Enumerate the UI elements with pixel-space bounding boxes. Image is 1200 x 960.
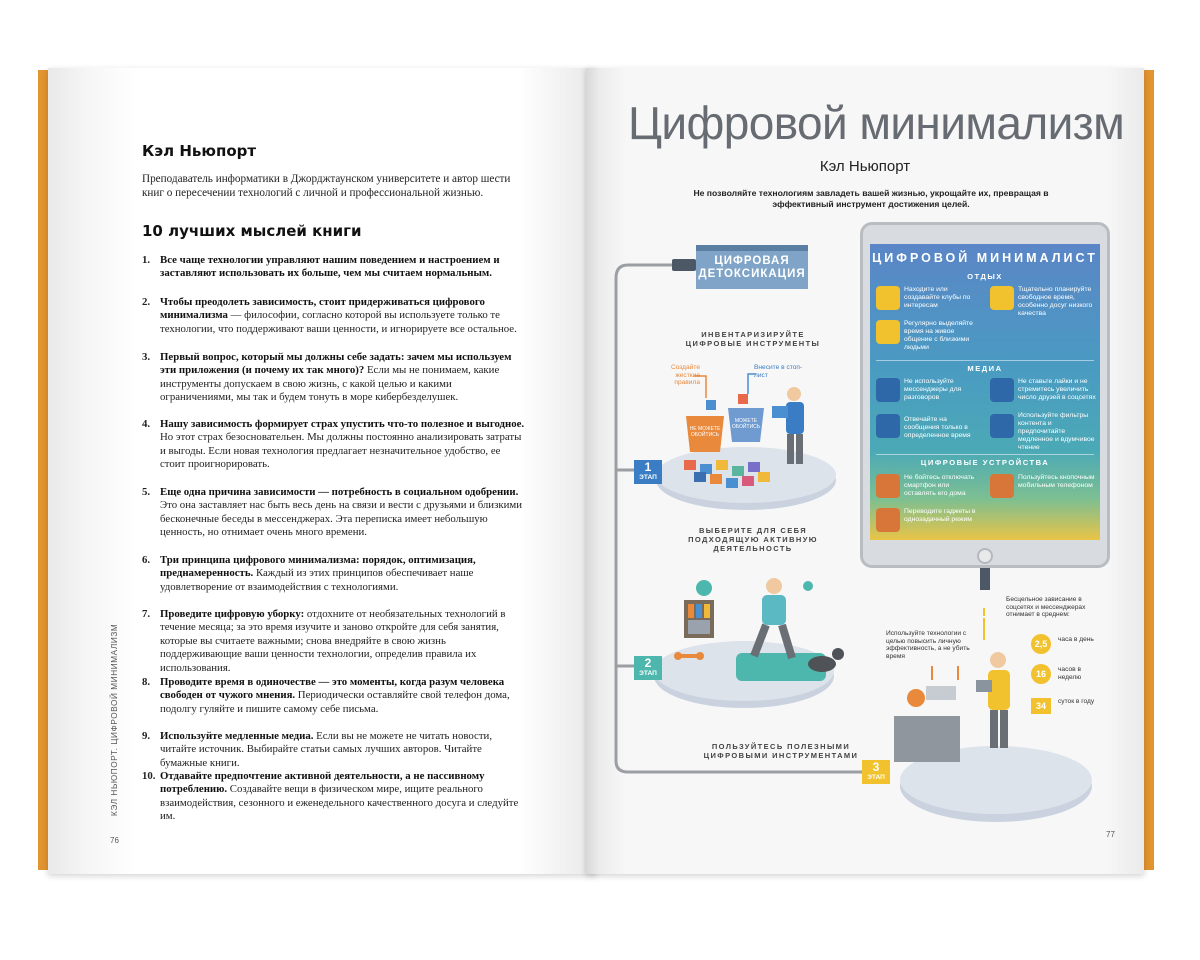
stat-label-year: суток в году xyxy=(1058,698,1095,705)
stage-badge-2 xyxy=(634,656,662,680)
bookshelf-icon xyxy=(684,600,714,638)
stage1-platform-top xyxy=(656,447,836,503)
left-page xyxy=(48,68,596,874)
rest-tip: Тщательно планируйте свободное время, особенно досуг низкого качества xyxy=(1018,286,1093,317)
stage1-caption: ИНВЕНТАРИЗИРУЙТЕ ЦИФРОВЫЕ ИНСТРУМЕНТЫ xyxy=(685,330,821,348)
desk-icon xyxy=(894,716,960,762)
section-divider xyxy=(876,454,1094,455)
alarm-clock-icon xyxy=(907,689,925,707)
stage-word: ЭТАП xyxy=(867,774,885,781)
rest-tip: Находите или создавайте клубы по интересам xyxy=(904,286,971,309)
stat-label-week: часов в неделю xyxy=(1058,666,1082,681)
item-number: 5. xyxy=(142,486,151,498)
push-button-phone-icon xyxy=(990,474,1014,498)
item-bold: Нашу зависимость формирует страх упустить что-то полезное и выгодное. xyxy=(160,418,525,430)
lamp-icon xyxy=(696,580,712,596)
item-text: Если вы не можете не читать новости, читайте источник. Выбирайте статьи самых лучших авторов. Читайте бумажные книги. xyxy=(160,730,493,769)
printer-icon xyxy=(926,686,956,700)
clubs-icon xyxy=(876,286,900,310)
stage3-note: Используйте технологии с целью повысить личную эффективность, а не убить время xyxy=(886,630,970,660)
device-tip: Пользуйтесь кнопочным мобильным телефоном xyxy=(1018,474,1095,489)
smartphone-icon xyxy=(876,474,900,498)
item-bold: Используйте медленные медиа. xyxy=(160,730,314,742)
clock-icon xyxy=(990,286,1014,310)
item-number: 9. xyxy=(142,730,151,742)
people-icon xyxy=(876,320,900,344)
item-text: Периодически оставляйте свой телефон дома, подолгу гуляйте и пишите самому себе письма. xyxy=(160,689,510,715)
item-bold: Чтобы преодолеть зависимость, стоит придерживаться цифрового минимализма xyxy=(160,296,485,322)
item-number: 7. xyxy=(142,608,151,620)
stage-number: 1 xyxy=(644,460,652,474)
stage1-stoplist-label: Внесите в стоп-лист xyxy=(754,364,803,379)
stat-value-week: 16 xyxy=(1031,664,1051,684)
item-number: 8. xyxy=(142,676,151,688)
person-figure-3 xyxy=(976,652,1010,748)
basket-label-2: МОЖЕТЕ ОБОЙТИСЬ xyxy=(731,418,761,430)
running-head: КЭЛ НЬЮПОРТ. ЦИФРОВОЙ МИНИМАЛИЗМ xyxy=(110,623,119,816)
detox-label: ЦИФРОВАЯ ДЕТОКСИКАЦИЯ xyxy=(698,255,806,280)
item-bold: Первый вопрос, который мы должны себе задать: зачем мы используем эти приложения (и почему их так много)? xyxy=(160,351,512,377)
item-bold: Все чаще технологии управляют нашим поведением и настроением и заставляют использовать их больше, чем мы считаем нормальным. xyxy=(160,254,500,280)
device-tip: Переводите гаджеты в однозадачный режим xyxy=(904,508,976,523)
item-bold: Отдавайте предпочтение активной деятельности, а не пассивному потреблению. xyxy=(160,770,485,796)
media-tip: Отвечайте на сообщения только в определенное время xyxy=(904,416,971,439)
stage-word: ЭТАП xyxy=(639,670,657,677)
filter-icon xyxy=(990,414,1014,438)
connector-branches xyxy=(616,470,636,666)
book-spread xyxy=(38,62,1154,878)
infographic-tagline: Не позволяйте технологиям завладеть вашей жизнью, укрощайте их, превращая в эффективный инструмент достижения целей. xyxy=(693,188,1049,209)
tablet-home-button xyxy=(977,548,993,564)
item-number: 3. xyxy=(142,351,151,363)
stat-value-year: 34 xyxy=(1031,698,1051,714)
tablet-rest-header: ОТДЫХ xyxy=(967,272,1003,281)
item-number: 10. xyxy=(142,770,156,782)
item-number: 2. xyxy=(142,296,151,308)
basket-label-1: НЕ МОЖЕТЕ ОБОЙТИСЬ xyxy=(689,426,721,438)
author-bio: Преподаватель информатики в Джорджтаунском университете и автор шести книг о пересечении технологий с личной и профессиональной жизнью. xyxy=(142,173,511,199)
stage2-caption: ВЫБЕРИТЕ ДЛЯ СЕБЯ ПОДХОДЯЩУЮ АКТИВНУЮ ДЕЯТЕЛЬНОСТЬ xyxy=(688,526,818,553)
tablet-media-header: МЕДИА xyxy=(967,364,1003,373)
item-bold: Еще одна причина зависимости — потребность в социальном одобрении. xyxy=(160,486,519,498)
stage-number: 3 xyxy=(872,760,880,774)
list-title: 10 лучших мыслей книги xyxy=(142,222,362,240)
messenger-icon xyxy=(876,378,900,402)
pointer-lines xyxy=(932,666,958,680)
dog-icon xyxy=(808,648,844,672)
stage-word: ЭТАП xyxy=(639,474,657,481)
infographic-title: Цифровой минимализм xyxy=(628,97,1125,149)
item-text: Если мы не понимаем, какие инструменты допускаем в свою жизнь, с какой целью и какими ограничениями, мы так и будем тонуть в море кибербезделушек. xyxy=(160,364,500,404)
page-number-right: 77 xyxy=(1106,830,1115,839)
tablet-title: ЦИФРОВОЙ МИНИМАЛИСТ xyxy=(872,251,1098,265)
gadget-icon xyxy=(876,508,900,532)
item-number: 4. xyxy=(142,418,151,430)
author-name: Кэл Ньюпорт xyxy=(142,142,257,160)
infographic-author: Кэл Ньюпорт xyxy=(819,158,911,175)
plug-icon xyxy=(672,259,696,271)
stage1-rules-label: Создайте жесткие правила xyxy=(670,364,700,387)
item-text: Это она заставляет нас быть весь день на связи и вести с друзьями и близкими бесконечные беседы в мессенджерах. Эта переписка имеет небольшую ценность, но отнимает очень много времени. xyxy=(160,499,522,539)
tablet-plug-icon xyxy=(980,568,990,590)
item-bold: Проводите время в одиночестве — это моменты, когда разум человека свободен от чужого мнения. xyxy=(160,676,505,702)
item-text: — философии, согласно которой вы используете только те технологии, что поддерживают ваши ценности, и игнорируете все остальное. xyxy=(160,309,517,335)
item-number: 6. xyxy=(142,554,151,566)
section-divider xyxy=(876,360,1094,361)
stage-badge-3 xyxy=(862,760,890,784)
item-text: Каждый из этих принципов обеспечивает наше удовлетворение от взаимодействия с технологиями. xyxy=(160,567,474,593)
stat-label-day: часа в день xyxy=(1058,636,1094,643)
right-page xyxy=(586,68,1144,874)
media-tip: Не используйте мессенджеры для разговоров xyxy=(904,378,962,401)
media-tip: Не ставьте лайки и не стремитесь увеличить число друзей в соцсетях xyxy=(1018,378,1096,401)
item-bold: Три принципа цифрового минимализма: порядок, оптимизация, преднамеренность. xyxy=(160,554,476,580)
page-number-left: 76 xyxy=(110,836,119,845)
media-tip: Используйте фильтры контента и предпочитайте медленное и вдумчивое чтение xyxy=(1018,412,1095,451)
stage3-caption: ПОЛЬЗУЙТЕСЬ ПОЛЕЗНЫМИ ЦИФРОВЫМИ ИНСТРУМЕНТАМИ xyxy=(703,742,859,760)
item-bold: Проведите цифровую уборку: xyxy=(160,608,305,620)
stats-header: Бесцельное зависание в соцсетях и мессенджерах отнимает в среднем: xyxy=(1006,596,1086,619)
stat-value-day: 2,5 xyxy=(1031,634,1051,654)
tablet-devices-header: ЦИФРОВЫЕ УСТРОЙСТВА xyxy=(920,458,1050,467)
device-tip: Не бойтесь отключать смартфон или оставлять его дома xyxy=(904,474,975,497)
stage-number: 2 xyxy=(644,656,652,670)
rest-tip: Регулярно выделяйте время на живое общение с близкими людьми xyxy=(904,320,973,351)
item-text: отдохните от необязательных технологий в течение месяца; за это время изучите и заново откройте для себя занятия, которые вы считаете важными; снова внедряйте в свою жизнь поддерживающие ваши ценности технологии, определив правила их использования. xyxy=(160,608,506,674)
item-text: Создавайте вещи в физическом мире, ищите реального взаимодействия, сезонного и еженедельного качественного досуга и следуйте им. xyxy=(160,783,519,823)
like-icon xyxy=(990,378,1014,402)
stage-badge-1 xyxy=(634,460,662,484)
item-number: 1. xyxy=(142,254,151,266)
schedule-icon xyxy=(876,414,900,438)
item-text: Но этот страх безосновательен. Мы должны постоянно анализировать затраты и выгоды. Если новая технология предлагает незначительное удобство, ее стоит проигнорировать. xyxy=(160,431,522,471)
